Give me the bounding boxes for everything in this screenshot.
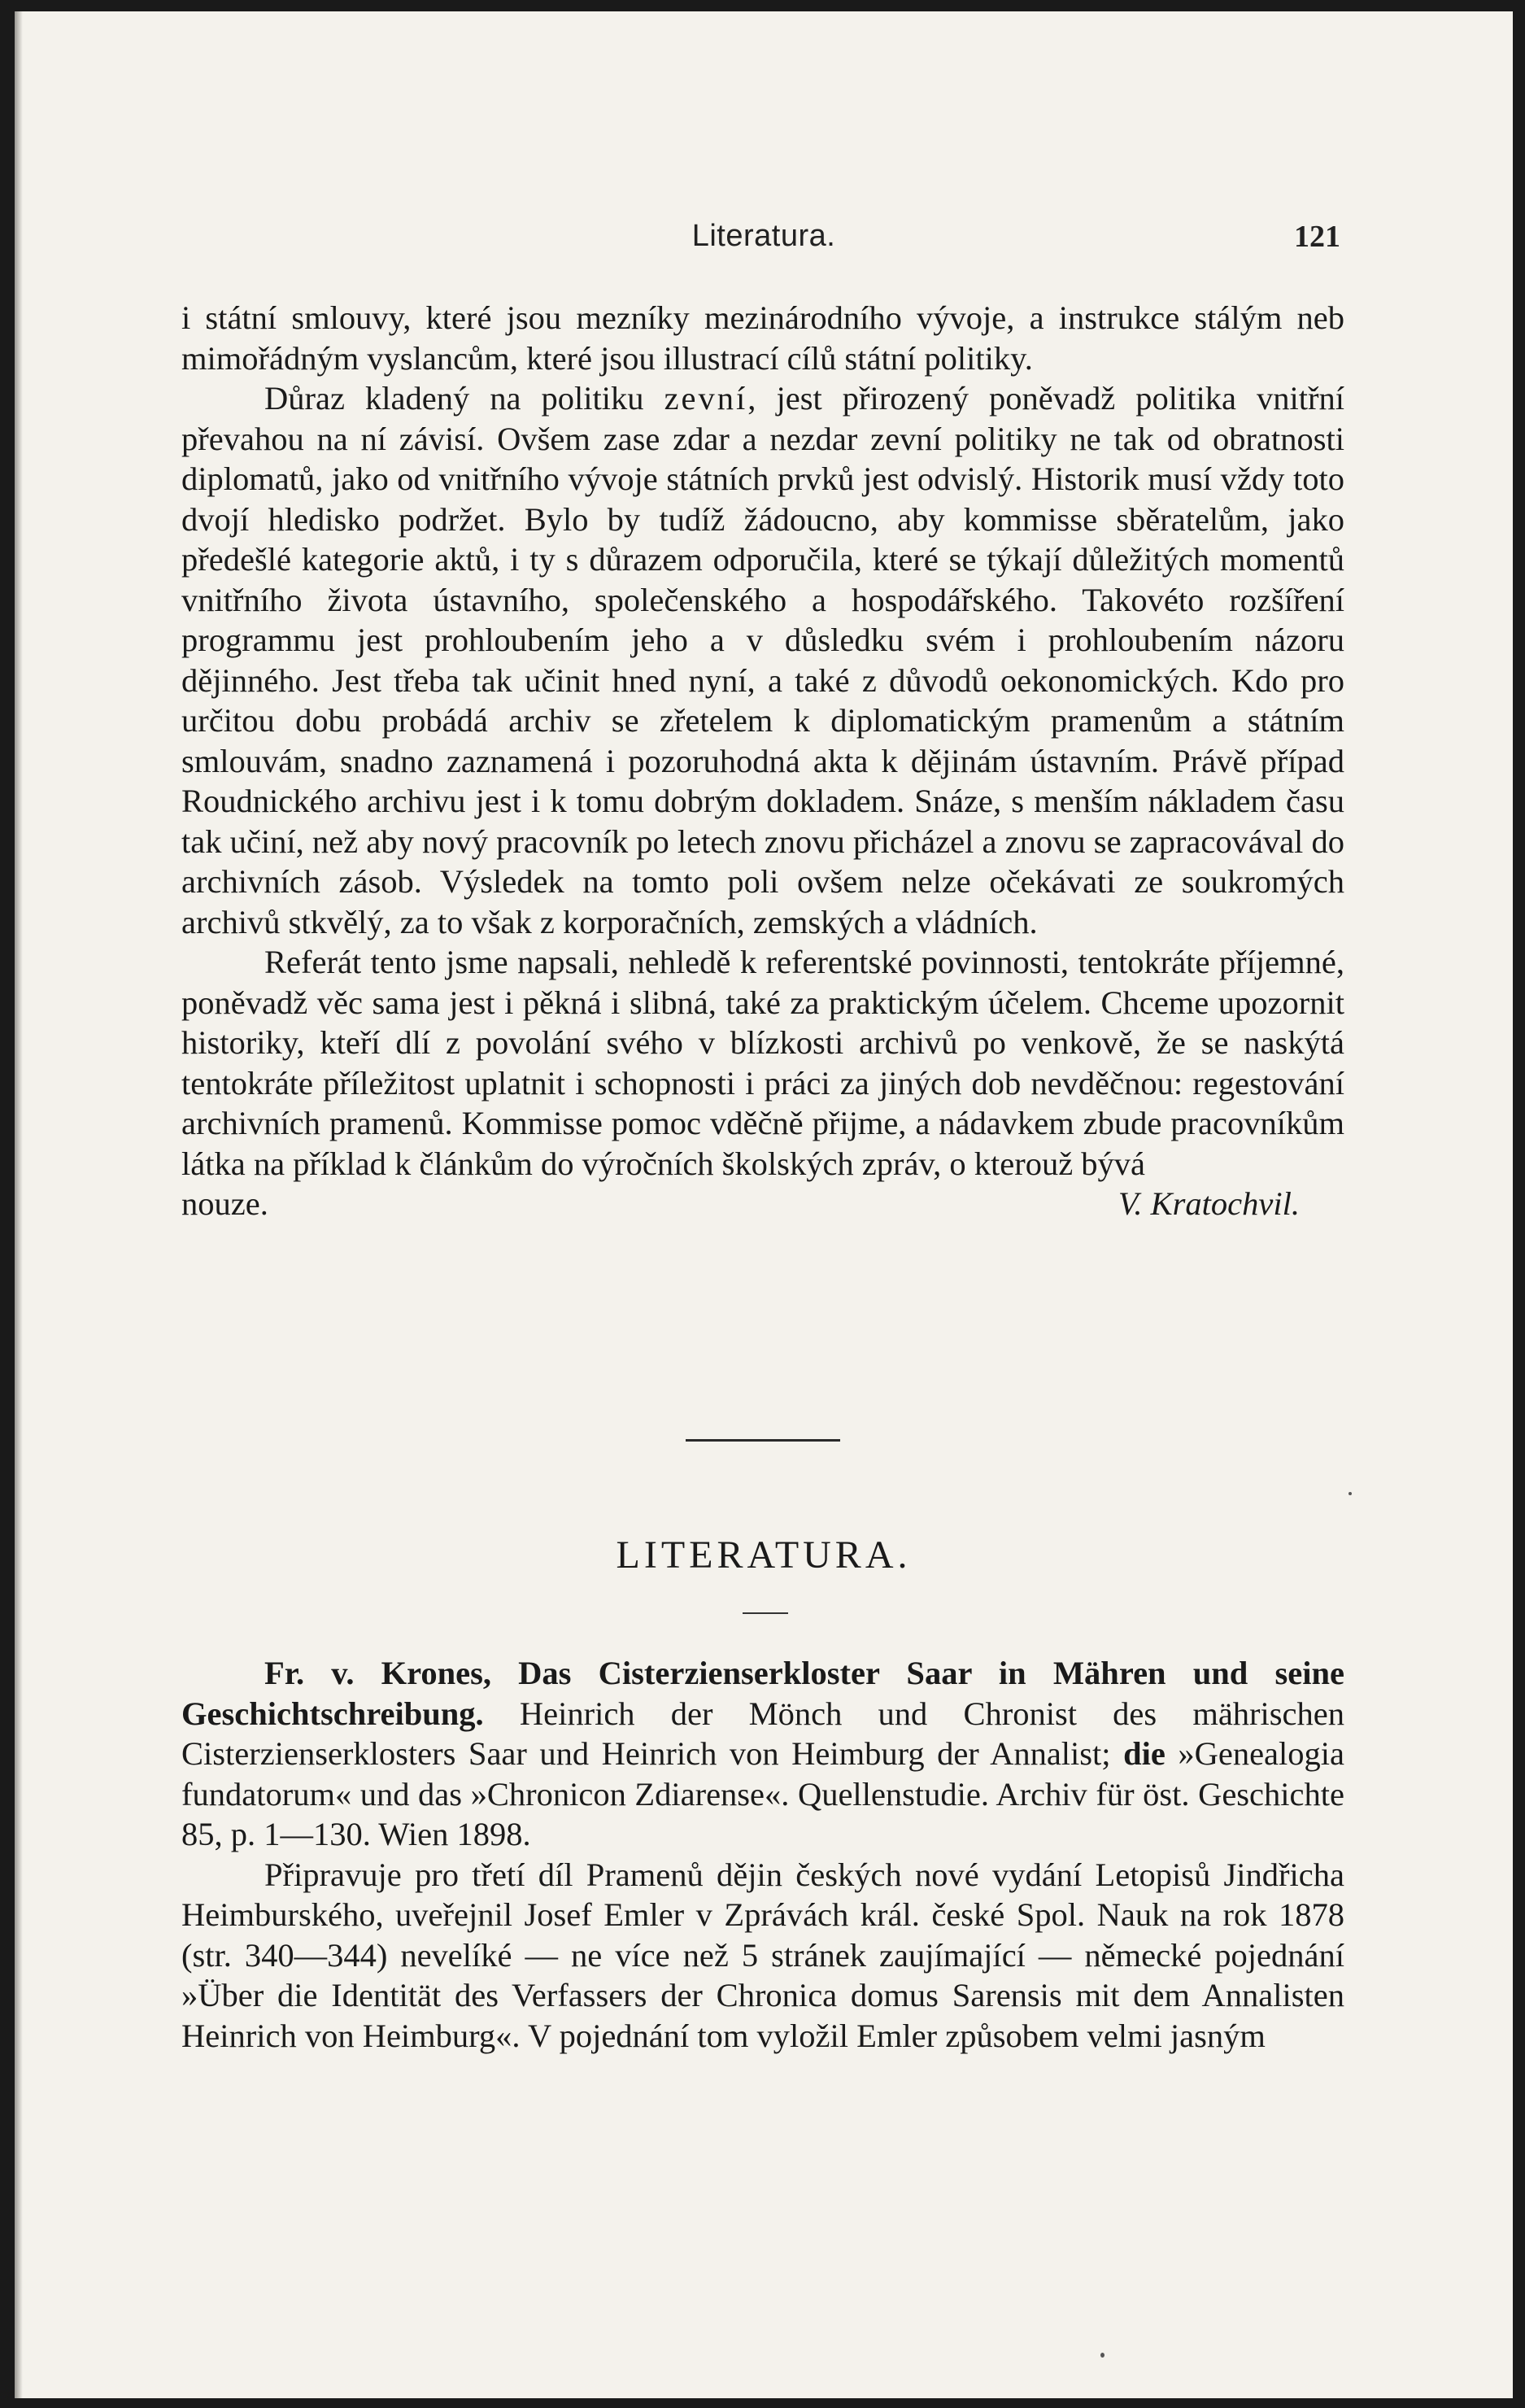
review-paragraph-1 bbox=[181, 1653, 1344, 1855]
report-paragraph-1: i státní smlouvy, které jsou mezníky mezinárodního vývoje, a instrukce stálým neb mimořádným vyslancům, které jsou illustrací cílů státní politiky. bbox=[181, 299, 1344, 377]
closing-word: nouze. bbox=[181, 1185, 268, 1222]
emphasized-word-zevni: zevní bbox=[664, 380, 748, 417]
book-page bbox=[15, 11, 1513, 2398]
report-paragraph-2 bbox=[181, 378, 1344, 942]
paper-speck bbox=[1100, 2353, 1105, 2358]
review-citation-text-1: Heinrich der Mönch und Chronist des mährischen Cisterzienserklosters Saar und Heinrich von Heimburg der Annalist; bbox=[181, 1695, 1344, 1772]
page-header bbox=[15, 219, 1513, 268]
report-paragraph-3: Referát tento jsme napsali, nehledě k referentské povinnosti, tentokráte příjemné, poněvadž věc sama jest i pěkná i slibná, také za praktickým účelem. Chceme upozornit historiky, kteří dlí z povolání svého v blízkosti archivů po venkově, že se naskýtá tentokráte příležitost uplatnit i schopnosti i práci za jiných dob nevděčnou: regestování archivních pramenů. Kommisse pomoc vděčně přijme, a nádavkem zbude pracovníkům látka na příklad k článkům do výročních školských zpráv, o kterouž bývá bbox=[181, 944, 1344, 1182]
report-paragraph-2-rest: , jest přirozený poněvadž politika vnitřní převahou na ní závisí. Ovšem zase zdar a nezdar zevní politiky ne tak od obratnosti diplomatů, jako od vnitřního vývoje státních prvků jest odvislý. Historik musí vždy toto dvojí hledisko podržet. Bylo by tudíž žádoucno, aby kommisse sběratelům, jako předešlé kategorie aktů, i ty s důrazem odporučila, které se týkají důležitých momentů vnitřního života ústavního, společenského a hospodářského. Takovéto rozšíření programmu jest prohloubením jeho a v důsledku svém i prohloubením názoru dějinného. Jest třeba tak učinit hned nyní, a také z důvodů oekonomických. Kdo pro určitou dobu probádá archiv se zřetelem k diplomatickým pramenům a státním smlouvám, snadno zaznamená i pozoruhodná akta k dějinám ústavním. Právě případ Roudnického archivu jest i k tomu dobrým dokladem. Snáze, s menším nákladem času tak učiní, než aby nový pracovník po letech znovu přicházel a znovu se zapracovával do archivních zásob. Výsledek na tomto poli ovšem nelze očekávati ze soukromých archivů stkvělý, za to však z korporačních, zemských a vládních. bbox=[181, 380, 1344, 940]
author-signature: V. Kratochvil. bbox=[1118, 1185, 1300, 1222]
review-paragraph-2: Připravuje pro třetí díl Pramenů dějin českých nové vydání Letopisů Jindřicha Heimburského, uveřejnil Josef Emler v Zprávách král. české Spol. Nauk na rok 1878 (str. 340—344) nevelíké — ne více než 5 stránek zaujímající — německé pojednání »Über die Identität des Verfassers der Chronica domus Sarensis mit dem Annalisten Heinrich von Heimburg«. V pojednání tom vyložil Emler způsobem velmi jasným bbox=[181, 1856, 1344, 2054]
section-divider-rule bbox=[686, 1439, 840, 1442]
report-paragraph-2-start: Důraz kladený na politiku bbox=[264, 380, 664, 417]
report-text bbox=[181, 298, 1344, 1224]
review-citation-title: Fr. v. Krones, Das Cisterzienserkloster Saar in Mähren und seine Geschichtschreibung. bbox=[181, 1655, 1344, 1732]
page-gutter-shadow bbox=[15, 11, 23, 2398]
review-text bbox=[181, 1653, 1344, 2056]
closing-line bbox=[181, 1184, 1344, 1224]
running-title: Literatura. bbox=[691, 219, 836, 253]
review-citation-text-2: »Genealogia fundatorum« und das »Chronicon Zdiarense«. Quellenstudie. Archiv für öst. Geschichte 85, p. 1—130. Wien 1898. bbox=[181, 1735, 1345, 1852]
section-title: LITERATURA. bbox=[616, 1533, 912, 1577]
title-underline-rule bbox=[743, 1612, 788, 1614]
page-number: 121 bbox=[1294, 220, 1340, 254]
review-citation-bold-die: die bbox=[1123, 1735, 1166, 1772]
paper-speck bbox=[1349, 1492, 1352, 1495]
